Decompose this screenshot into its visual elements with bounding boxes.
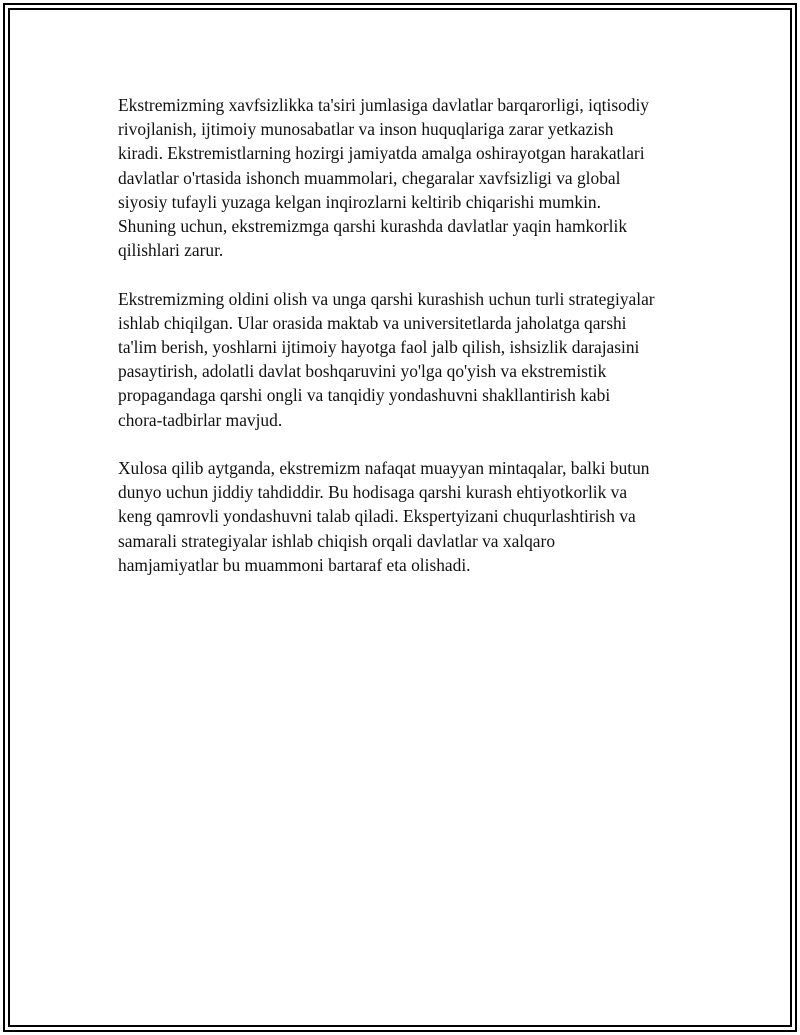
text-line: propagandaga qarshi ongli va tanqidiy yondashuvni shakllantirish kabi — [118, 385, 611, 406]
text-line: Shuning uchun, ekstremizmga qarshi kurashda davlatlar yaqin hamkorlik — [118, 216, 628, 237]
text-line: hamjamiyatlar bu muammoni bartaraf eta olishadi. — [118, 554, 471, 575]
text-line: qilishlari zarur. — [118, 240, 224, 261]
text-line: Ekstremizming oldini olish va unga qarshi kurashish uchun turli strategiyalar — [118, 288, 655, 309]
text-line: ta'lim berish, yoshlarni ijtimoiy hayotga faol jalb qilish, ishsizlik darajasini — [118, 337, 640, 358]
text-line: rivojlanish, ijtimoiy munosabatlar va inson huquqlariga zarar yetkazish — [118, 119, 614, 140]
text-line: kiradi. Ekstremistlarning hozirgi jamiyatda amalga oshirayotgan harakatlari — [118, 143, 645, 164]
document-body — [118, 93, 693, 601]
text-line: chora-tadbirlar mavjud. — [118, 409, 283, 430]
text-line: samarali strategiyalar ishlab chiqish orqali davlatlar va xalqaro — [118, 530, 556, 551]
text-line: davlatlar o'rtasida ishonch muammolari, chegaralar xavfsizligi va global — [118, 167, 621, 188]
text-line: keng qamrovli yondashuvni talab qiladi. Ekspertyizani chuqurlashtirish va — [118, 506, 636, 527]
paragraph-2 — [118, 287, 693, 432]
text-line: Xulosa qilib aytganda, ekstremizm nafaqat muayyan mintaqalar, balki butun — [118, 458, 650, 479]
text-line: dunyo uchun jiddiy tahdiddir. Bu hodisaga qarshi kurash ehtiyotkorlik va — [118, 482, 628, 503]
text-line: siyosiy tufayli yuzaga kelgan inqirozlarni keltirib chiqarishi mumkin. — [118, 191, 601, 212]
paragraph-3 — [118, 456, 693, 577]
paragraph-1 — [118, 93, 693, 262]
text-line: pasaytirish, adolatli davlat boshqaruvini yo'lga qo'yish va ekstremistik — [118, 361, 607, 382]
text-line: Ekstremizming xavfsizlikka ta'siri jumlasiga davlatlar barqarorligi, iqtisodiy — [118, 95, 650, 115]
text-line: ishlab chiqilgan. Ular orasida maktab va universitetlarda jaholatga qarshi — [118, 312, 627, 333]
